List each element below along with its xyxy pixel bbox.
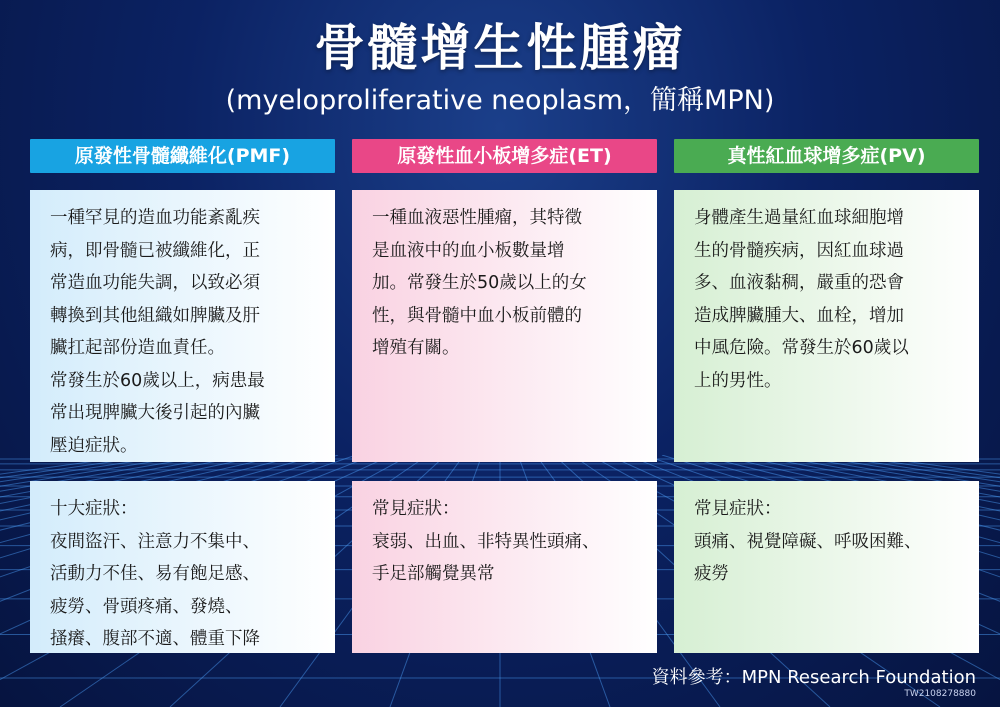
- et-description-card: [352, 190, 657, 462]
- pmf-description: [50, 202, 315, 365]
- et-description-line: 加。常發生於50歲以上的女: [372, 273, 587, 293]
- pv-symptoms-label: 常見症狀：: [694, 499, 782, 519]
- et-symptoms-label: 常見症狀：: [372, 499, 460, 519]
- pmf-description-line: 病，即骨髓已被纖維化，正: [50, 240, 260, 261]
- pmf-description-line: 壓迫症狀。: [50, 435, 138, 456]
- pmf-description-line: 轉換到其他組織如脾臟及肝: [50, 305, 260, 326]
- pmf-symptoms-line: 搔癢、腹部不適、體重下降: [50, 629, 260, 649]
- pmf-description-2: [50, 365, 315, 463]
- pmf-description-line: 臟扛起部份造血責任。: [50, 338, 225, 358]
- et-description-line: 一種血液惡性腫瘤，其特徵: [372, 208, 582, 228]
- pmf-description-card: [30, 190, 335, 462]
- pmf-symptoms-line: 活動力不佳、易有飽足感、: [50, 564, 260, 584]
- pv-description-line: 身體產生過量紅血球細胞增: [694, 208, 904, 228]
- pmf-symptoms-label: 十大症狀：: [50, 499, 138, 519]
- pv-description-card: [674, 190, 979, 462]
- pmf-header: 原發性骨髓纖維化(PMF): [30, 139, 335, 173]
- pv-symptoms-line: 疲勞: [694, 564, 729, 584]
- pmf-symptoms-line: 夜間盜汗、注意力不集中、: [50, 531, 260, 552]
- pmf-symptoms-line: 疲勞、骨頭疼痛、發燒、: [50, 596, 243, 617]
- et-header: 原發性血小板增多症(ET): [352, 139, 657, 173]
- page-subtitle: (myeloproliferative neoplasm，簡稱MPN): [225, 85, 775, 116]
- pmf-description-line: 一種罕見的造血功能紊亂疾: [50, 208, 260, 228]
- pv-description-line: 生的骨髓疾病，因紅血球過: [694, 240, 904, 261]
- pv-description-line: 造成脾臟腫大、血栓，增加: [694, 305, 904, 326]
- pmf-symptoms-card: [30, 481, 335, 653]
- pv-description-line: 中風危險。常發生於60歲以: [694, 338, 909, 358]
- pv-description-line: 上的男性。: [694, 370, 782, 391]
- et-symptoms-card: [352, 481, 657, 653]
- pmf-description-line: 常造血功能失調，以致必須: [50, 273, 260, 293]
- et-symptoms-line: 手足部觸覺異常: [372, 564, 495, 584]
- et-description-line: 增殖有關。: [372, 338, 460, 358]
- pv-symptoms-card: [674, 481, 979, 653]
- et-symptoms-line: 衰弱、出血、非特異性頭痛、: [372, 531, 600, 552]
- et-description-line: 性，與骨髓中血小板前體的: [372, 305, 582, 326]
- page-title: 骨髓增生性腫瘤: [314, 19, 686, 77]
- pv-symptoms-line: 頭痛、視覺障礙、呼吸困難、: [694, 531, 922, 552]
- pmf-description-line: 常發生於60歲以上，病患最: [50, 370, 265, 391]
- pmf-description-line: 常出現脾臟大後引起的內臟: [50, 403, 260, 423]
- pv-description-line: 多、血液黏稠，嚴重的恐會: [694, 273, 904, 293]
- et-description: [372, 202, 637, 365]
- source-citation: 資料參考：MPN Research Foundation: [651, 667, 976, 688]
- et-description-line: 是血液中的血小板數量增: [372, 240, 565, 261]
- pv-description: [694, 202, 959, 397]
- pv-header: 真性紅血球增多症(PV): [674, 139, 979, 173]
- document-code: TW2108278880: [904, 689, 976, 699]
